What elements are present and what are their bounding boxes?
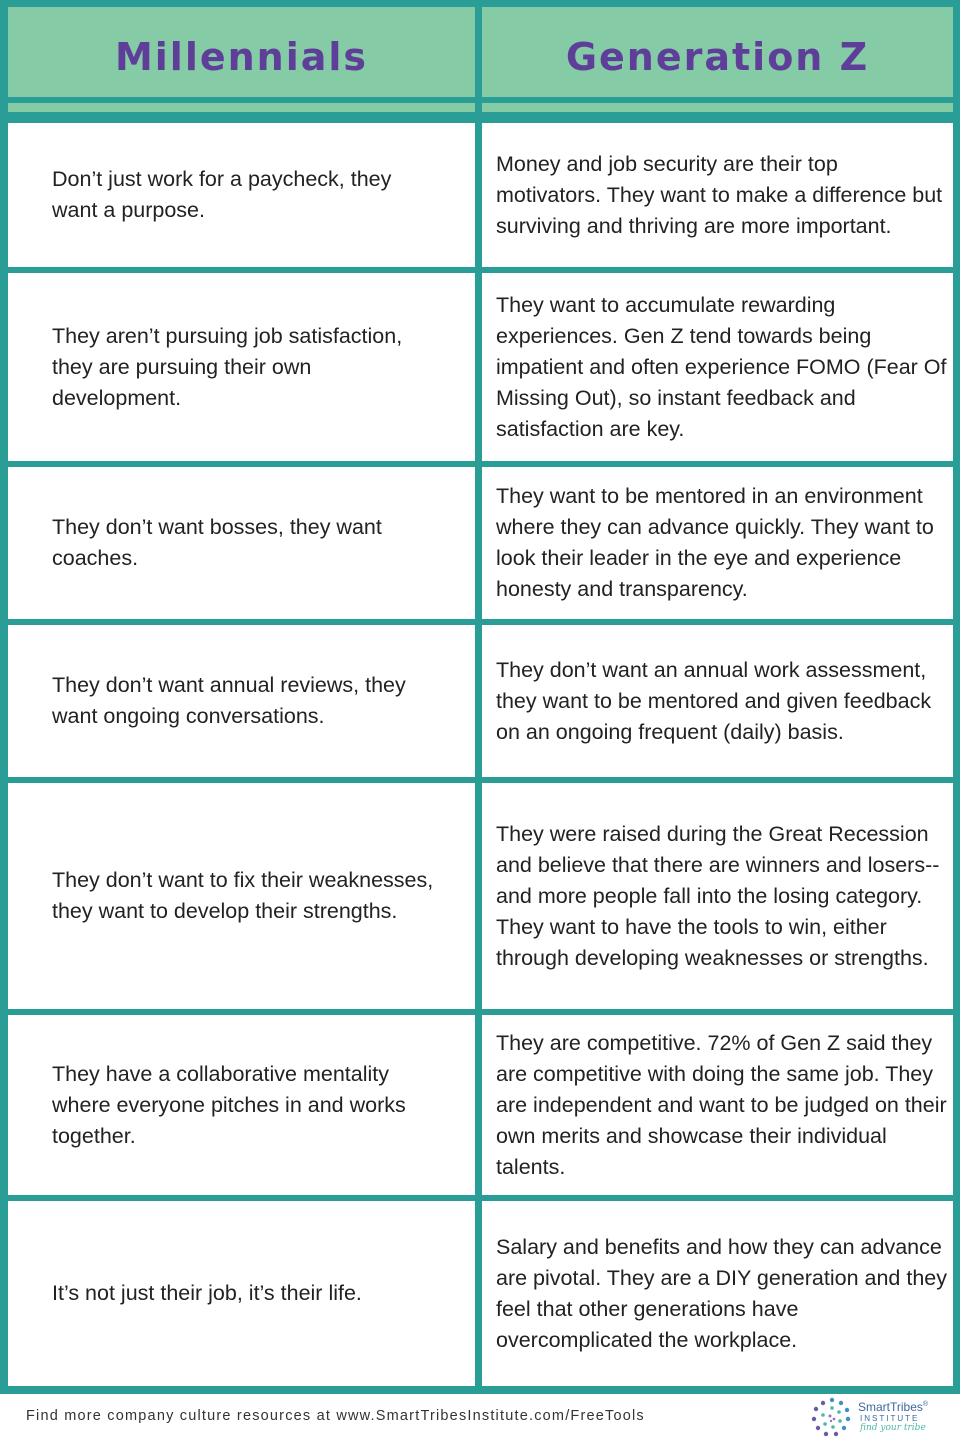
table-row-cell-gen-z [482,273,953,461]
header-millennials [8,7,475,97]
cell-text: They want to accumulate rewarding experiences. Gen Z tend towards being impatient and often experience FOMO (Fear Of Missing Out), so instant feedback and satisfaction are key. [496,292,947,441]
column-title-millennials: Millennials [114,35,369,79]
cell-text: Salary and benefits and how they can advance are pivotal. They are a DIY generation and they feel that other generations have overcomplicated the workplace. [496,1234,947,1352]
smarttribes-logo [810,1396,950,1438]
cell-text: They are competitive. 72% of Gen Z said they are competitive with doing the same job. They are independent and want to be judged on their own merits and showcase their individual talents. [496,1030,947,1179]
cell-text: Don’t just work for a paycheck, they want a purpose. [52,167,392,222]
cell-text: They want to be mentored in an environment where they can advance quickly. They want to look their leader in the eye and experience honesty and transparency. [496,484,934,601]
header-generation-z [482,7,953,97]
footer [0,1394,960,1440]
cell-text: They don’t want an annual work assessment, they want to be mentored and given feedback on an ongoing frequent (daily) basis. [496,657,932,744]
cell-text: Money and job security are their top motivators. They want to make a difference but surviving and thriving are more important. [496,151,943,238]
cell-text: They aren’t pursuing job satisfaction, they are pursuing their own development. [52,323,403,410]
table-row-cell-millennials [8,783,475,1009]
cell-text: It’s not just their job, it’s their life. [52,1281,362,1305]
footer-resources-text[interactable]: Find more company culture resources at www.SmartTribesInstitute.com/FreeTools [26,1408,645,1424]
table-row-cell-gen-z [482,1015,953,1195]
table-row-cell-millennials [8,1201,475,1386]
logo-institute-text: INSTITUTE [860,1414,920,1423]
table-row-cell-gen-z [482,625,953,777]
registered-mark: ® [922,1401,929,1408]
table-row-cell-gen-z [482,1201,953,1386]
cell-text: They were raised during the Great Recession and believe that there are winners and losers--and more people fall into the losing category. They want to have the tools to win, either through developing weaknesses or strengths. [496,821,940,970]
column-title-generation-z: Generation Z [565,35,870,79]
dotted-spiral-icon [810,1396,854,1438]
table-row-cell-millennials [8,625,475,777]
logo-name-text: SmartTribes [858,1400,923,1414]
header-divider-band [8,103,475,112]
table-row-cell-millennials [8,123,475,267]
table-row-cell-millennials [8,1015,475,1195]
cell-text: They don’t want to fix their weaknesses, they want to develop their strengths. [52,868,434,923]
cell-text: They don’t want bosses, they want coaches. [52,515,382,570]
cell-text: They don’t want annual reviews, they want ongoing conversations. [52,673,406,728]
table-row-cell-millennials [8,467,475,619]
header-divider-band [482,103,953,112]
logo-wordmark [858,1400,928,1414]
table-row-cell-gen-z [482,467,953,619]
logo-tagline: find your tribe [860,1423,926,1433]
table-row-cell-gen-z [482,123,953,267]
table-row-cell-gen-z [482,783,953,1009]
table-row-cell-millennials [8,273,475,461]
cell-text: They have a collaborative mentality where everyone pitches in and works together. [52,1061,406,1148]
